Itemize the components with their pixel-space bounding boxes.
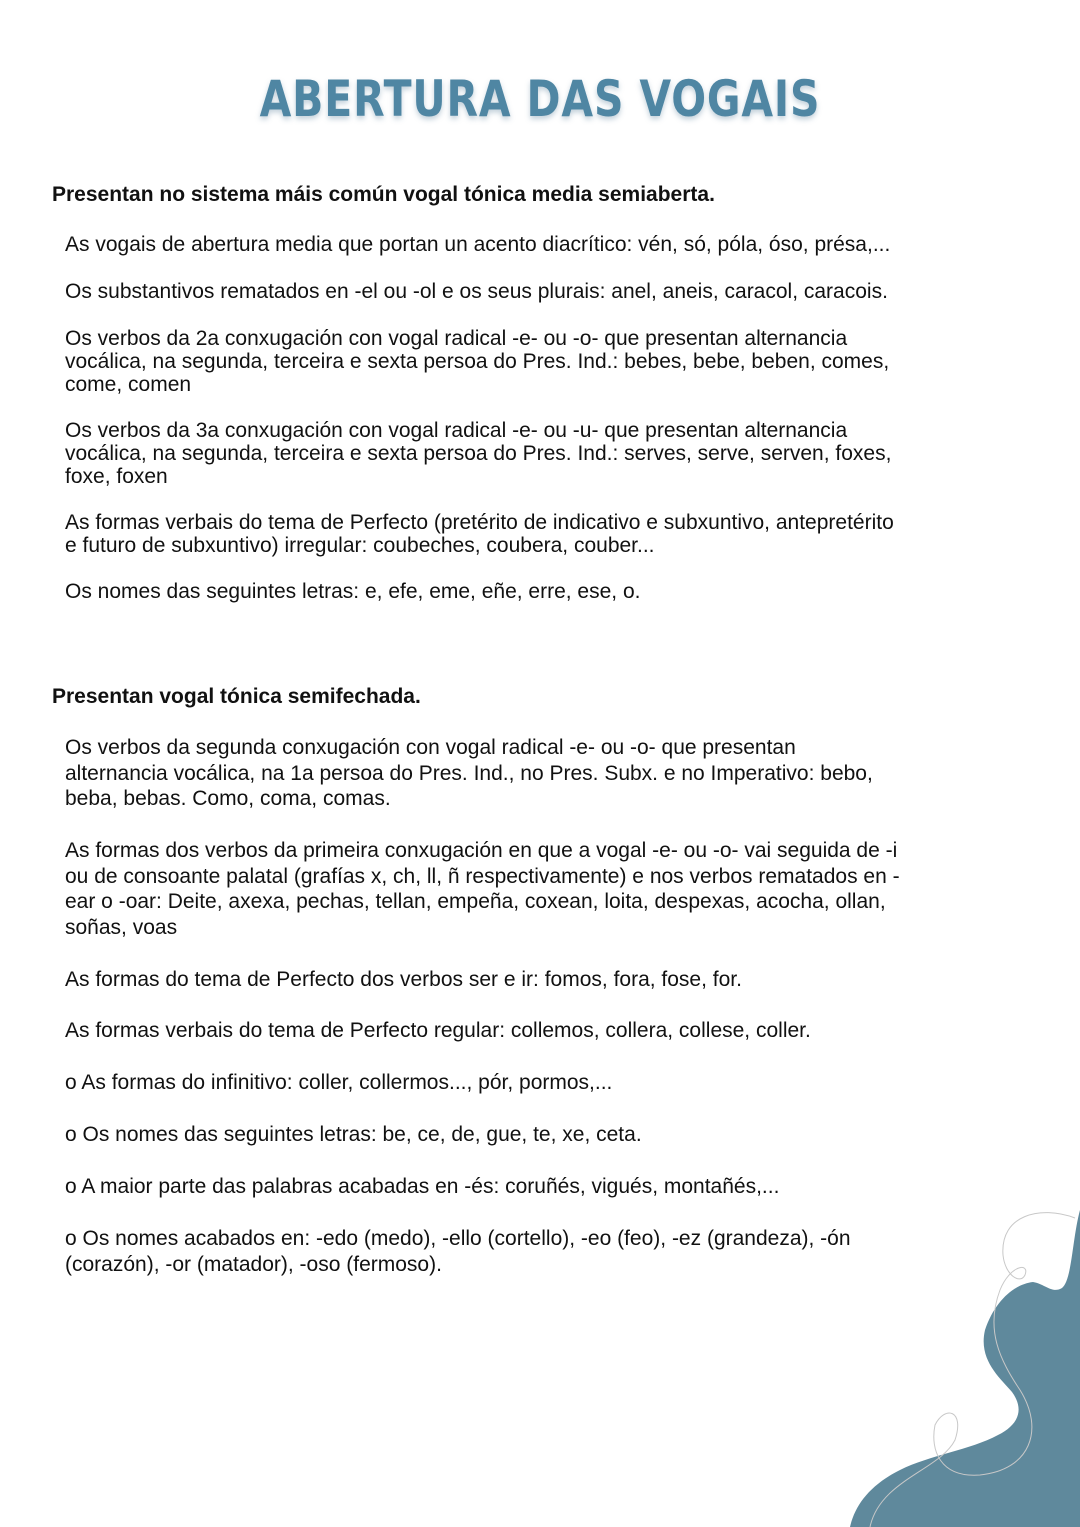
list-item-line: e futuro de subxuntivo) irregular: coubeches, coubera, couber... <box>65 534 655 557</box>
list-item <box>65 327 889 396</box>
page-title: ABERTURA DAS VOGAIS <box>259 70 821 128</box>
list-item-line: Os verbos da segunda conxugación con vogal radical -e- ou -o- que presentan <box>65 736 796 759</box>
list-item-line: ou de consoante palatal (grafías x, ch, ll, ñ respectivamente) e nos verbos rematados en - <box>65 864 900 888</box>
list-item <box>65 511 894 557</box>
list-item-line: Os verbos da 2a conxugación con vogal radical -e- ou -o- que presentan alternancia <box>65 327 848 350</box>
list-item-line: beba, bebas. Como, coma, comas. <box>65 787 391 811</box>
list-item-line: o As formas do infinitivo: coller, collermos..., pór, pormos,... <box>65 1071 613 1094</box>
list-item-line: foxe, foxen <box>65 465 168 488</box>
list-item <box>65 233 890 256</box>
list-item <box>65 967 742 993</box>
list-item-line: As vogais de abertura media que portan un acento diacrítico: vén, só, póla, óso, présa,... <box>65 233 891 256</box>
list-item <box>65 580 640 603</box>
list-item <box>65 419 891 488</box>
list-item-line: Os nomes das seguintes letras: e, efe, eme, eñe, erre, ese, o. <box>65 580 641 603</box>
list-item-line: Os verbos da 3a conxugación con vogal radical -e- ou -u- que presentan alternancia <box>65 419 848 442</box>
list-item-line: vocálica, na segunda, terceira e sexta persoa do Pres. Ind.: bebes, bebe, beben, comes, <box>65 350 890 373</box>
list-item-line: Os substantivos rematados en -el ou -ol e os seus plurais: anel, aneis, caracol, caracois. <box>65 280 888 303</box>
list-item-line: vocálica, na segunda, terceira e sexta persoa do Pres. Ind.: serves, serve, serven, foxes, <box>65 442 892 465</box>
list-item-line: ear o -oar: Deite, axexa, pechas, tellan, empeña, coxean, loita, despexas, acocha, ollan, <box>65 890 886 914</box>
list-item <box>65 1122 642 1148</box>
list-item <box>65 280 888 303</box>
list-item-line: o Os nomes das seguintes letras: be, ce, de, gue, te, xe, ceta. <box>65 1123 642 1146</box>
list-item-line: (corazón), -or (matador), -oso (fermoso). <box>65 1252 442 1276</box>
list-item <box>65 1070 612 1096</box>
list-item-line: soñas, voas <box>65 916 178 940</box>
list-item-line: o Os nomes acabados en: -edo (medo), -ello (cortello), -eo (feo), -ez (grandeza), -ón <box>65 1227 851 1250</box>
section2-heading: Presentan vogal tónica semifechada. <box>52 685 421 708</box>
list-item <box>65 735 873 812</box>
list-item-line: As formas dos verbos da primeira conxugación en que a vogal -e- ou -o- vai seguida de -i <box>65 839 898 862</box>
list-item-line: o A maior parte das palabras acabadas en -és: coruñés, vigués, montañés,... <box>65 1175 780 1198</box>
list-item-line: As formas verbais do tema de Perfecto (pretérito de indicativo e subxuntivo, antepretérito <box>65 511 894 534</box>
list-item <box>65 1018 811 1044</box>
list-item-line: As formas verbais do tema de Perfecto regular: collemos, collera, collese, coller. <box>65 1019 811 1042</box>
list-item <box>65 1226 851 1277</box>
list-item-line: As formas do tema de Perfecto dos verbos ser e ir: fomos, fora, fose, for. <box>65 968 742 991</box>
section1-heading: Presentan no sistema máis común vogal tónica media semiaberta. <box>52 183 715 206</box>
list-item-line: alternancia vocálica, na 1a persoa do Pres. Ind., no Pres. Subx. e no Imperativo: bebo, <box>65 761 873 785</box>
list-item <box>65 1174 779 1200</box>
list-item <box>65 838 900 941</box>
list-item-line: come, comen <box>65 373 192 396</box>
